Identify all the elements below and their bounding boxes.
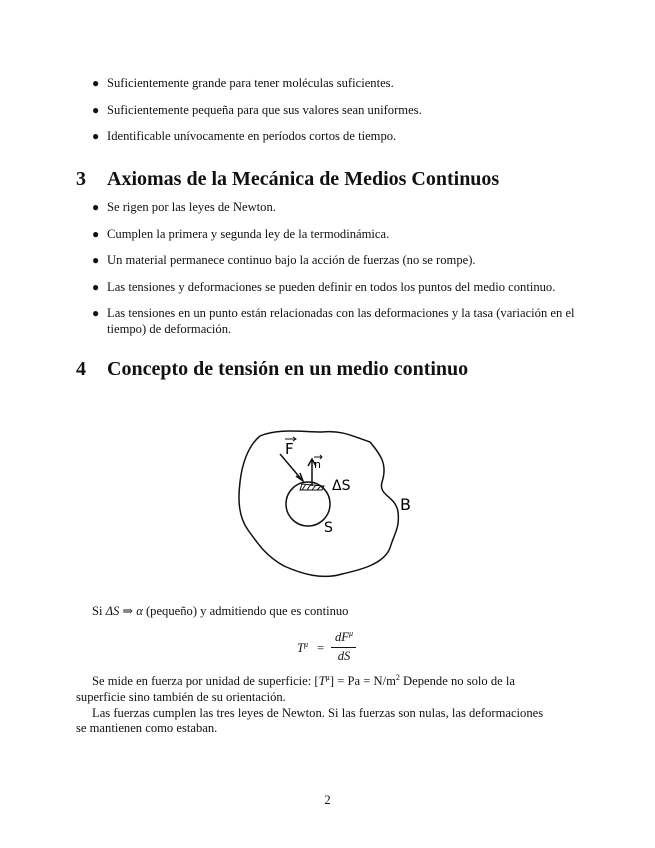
section-title: Concepto de tensión en un medio continuo xyxy=(107,358,469,380)
list-item-text: Las tensiones y deformaciones se pueden definir en todos los puntos del medio continuo. xyxy=(107,279,556,294)
section-4-heading xyxy=(76,358,468,381)
si-prefix: Si xyxy=(92,604,106,618)
p1-rest: Depende no solo de la xyxy=(399,674,515,688)
formula-numerator xyxy=(332,630,356,645)
bullet-icon: ● xyxy=(92,200,100,214)
list-item xyxy=(92,227,584,243)
formula-lhs-sup: μ xyxy=(304,639,309,649)
section-3-heading xyxy=(76,168,499,191)
list-item-text: Suficientemente pequeña para que sus valores sean uniformes. xyxy=(107,102,422,117)
bullet-icon: ● xyxy=(92,279,100,294)
body-outline xyxy=(239,431,398,576)
p1-T: T xyxy=(318,674,326,688)
formula-num-text: dF xyxy=(334,630,349,644)
bullet-icon: ● xyxy=(92,306,100,320)
continuum-diagram xyxy=(230,424,430,584)
list-item-text: Las tensiones en un punto están relacionadas con las deformaciones y la tasa (variación en el tiempo) de deformación. xyxy=(107,306,575,336)
list-item xyxy=(92,306,584,337)
p1-exp: 2 xyxy=(395,672,400,682)
si-suffix: (pequeño) y admitiendo que es continuo xyxy=(142,604,349,618)
p1-mid: ] = Pa = N/m xyxy=(329,674,396,688)
units-paragraph-line1 xyxy=(92,674,515,690)
label-S: S xyxy=(324,520,333,536)
fraction-bar xyxy=(331,647,356,648)
si-math: ΔS ⇒ α xyxy=(105,604,143,618)
si-condition-line xyxy=(92,604,348,620)
stress-formula xyxy=(297,630,377,664)
list-item xyxy=(92,103,584,119)
list-item xyxy=(92,253,584,269)
list-item-text: Cumplen la primera y segunda ley de la termodinámica. xyxy=(107,226,390,241)
section-number: 3 xyxy=(76,168,86,190)
list-item xyxy=(92,200,584,216)
formula-denominator: dS xyxy=(337,649,351,663)
list-item xyxy=(92,280,584,296)
section-title: Axiomas de la Mecánica de Medios Continuos xyxy=(107,168,500,190)
bullet-icon: ● xyxy=(92,226,100,241)
page-number: 2 xyxy=(324,793,331,807)
list-item-text: Identificable unívocamente en períodos cortos de tiempo. xyxy=(107,129,397,143)
formula-equals: = xyxy=(317,641,325,655)
list-item xyxy=(92,129,584,145)
newton-paragraph-line2: se mantienen como estaban. xyxy=(76,721,218,735)
label-F: F xyxy=(285,440,294,458)
label-dS: ΔS xyxy=(332,478,351,494)
formula-num-sup: μ xyxy=(348,628,353,638)
p1-prefix: Se mide en fuerza por unidad de superficie: [ xyxy=(92,674,319,688)
units-paragraph-line2: superficie sino también de su orientación. xyxy=(76,690,286,704)
section-number: 4 xyxy=(76,358,86,380)
formula-lhs-T: T xyxy=(297,641,305,655)
list-item-text: Un material permanece continuo bajo la acción de fuerzas (no se rompe). xyxy=(107,253,476,267)
label-B: B xyxy=(400,495,411,514)
p1-sup: μ xyxy=(325,672,330,682)
list-item-text: Se rigen por las leyes de Newton. xyxy=(107,200,276,214)
top-bullet-list xyxy=(92,76,584,145)
bullet-icon: ● xyxy=(92,129,100,143)
formula-lhs xyxy=(297,641,308,656)
list-item xyxy=(92,76,584,92)
section-3-bullet-list xyxy=(92,200,584,337)
newton-paragraph-line1: Las fuerzas cumplen las tres leyes de Newton. Si las fuerzas son nulas, las deformaciones xyxy=(92,706,544,720)
bullet-icon: ● xyxy=(92,76,100,90)
bullet-icon: ● xyxy=(92,102,100,117)
bullet-icon: ● xyxy=(92,253,100,267)
label-n: n xyxy=(314,458,321,471)
list-item-text: Suficientemente grande para tener moléculas suficientes. xyxy=(107,76,394,90)
